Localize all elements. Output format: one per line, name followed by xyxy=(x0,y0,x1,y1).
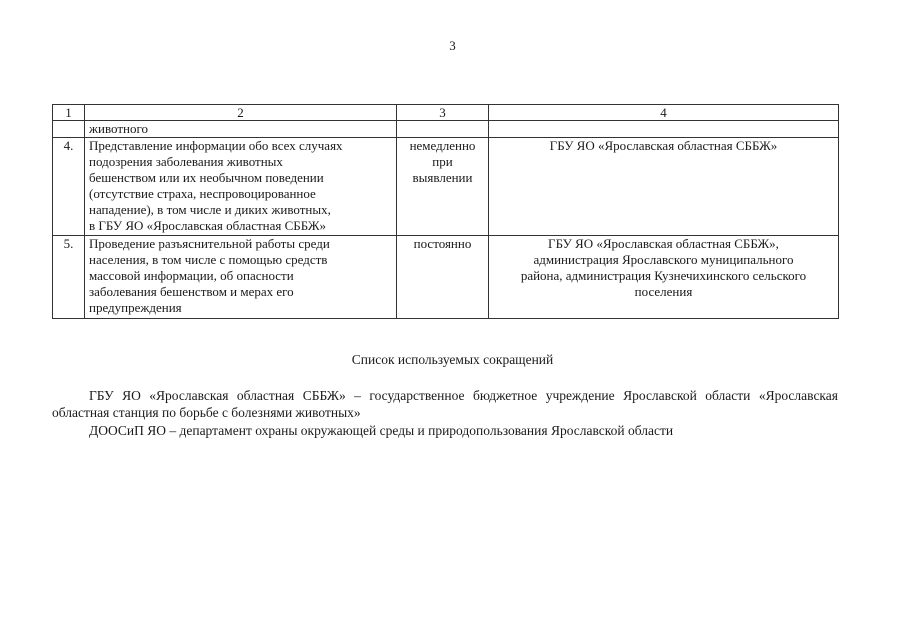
term-cell: немедленно при выявлении xyxy=(397,138,489,236)
action-cell: животного xyxy=(85,121,397,138)
column-header: 3 xyxy=(397,105,489,121)
row-number xyxy=(53,121,85,138)
plan-table xyxy=(52,104,839,319)
table-row xyxy=(53,236,839,319)
action-cell: Представление информации обо всех случаях подозрения заболевания животных бешенством или их необычном поведении (отсутствие страха, неспровоцированное нападение), в том числе и диких животных, в ГБУ ЯО «Ярославская областная СББЖ» xyxy=(85,138,397,236)
column-header: 4 xyxy=(489,105,839,121)
action-cell: Проведение разъяснительной работы среди населения, в том числе с помощью средств массовой информации, об опасности заболевания бешенством и мерах его предупреждения xyxy=(85,236,397,319)
executor-cell: ГБУ ЯО «Ярославская областная СББЖ» xyxy=(489,138,839,236)
executor-cell xyxy=(489,121,839,138)
column-header: 1 xyxy=(53,105,85,121)
table-header-row xyxy=(53,105,839,121)
term-cell xyxy=(397,121,489,138)
abbreviation-item: ДООСиП ЯО – департамент охраны окружающей среды и природопользования Ярославской области xyxy=(89,423,674,438)
abbreviations-title: Список используемых сокращений xyxy=(351,352,554,367)
executor-cell: ГБУ ЯО «Ярославская областная СББЖ», администрация Ярославского муниципального района, администрация Кузнечихинского сельского поселения xyxy=(489,236,839,319)
page-number: 3 xyxy=(449,38,456,53)
term-cell: постоянно xyxy=(397,236,489,319)
row-number: 5. xyxy=(53,236,85,319)
row-number: 4. xyxy=(53,138,85,236)
abbreviation-item: ГБУ ЯО «Ярославская областная СББЖ» – государственное бюджетное учреждение Ярославской области «Ярославская областная станция по борьбе с болезнями животных» xyxy=(52,388,838,420)
table-row xyxy=(53,138,839,236)
table-row-continuation xyxy=(53,121,839,138)
column-header: 2 xyxy=(85,105,397,121)
